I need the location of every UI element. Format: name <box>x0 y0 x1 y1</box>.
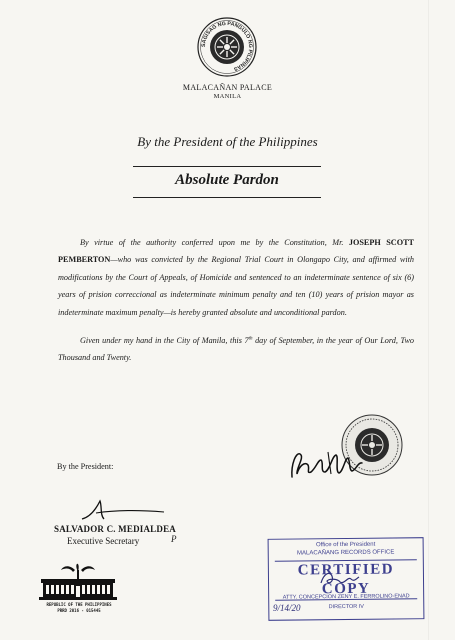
stamp-position: DIRECTOR IV <box>328 603 364 611</box>
logo-caption <box>34 602 124 614</box>
byline: By the President of the Philippines <box>137 134 318 149</box>
palace-city: MANILA <box>213 93 242 100</box>
stamp-office: Office of the President <box>315 541 376 549</box>
stamp-officer: ATTY. CONCEPCION ZENY E. FERROLINO-ENAD <box>282 593 410 601</box>
handwritten-date <box>272 600 316 614</box>
given-text-a: Given under my hand in the City of Manila, this 7 <box>80 336 249 346</box>
executive-secretary-title: Executive Secretary <box>67 536 140 546</box>
logo-caption-code: PRRD 2016 - 015445 <box>57 608 101 613</box>
document-title: Absolute Pardon <box>175 172 279 188</box>
title-frame <box>133 166 321 198</box>
handwritten-date-text: 9/14/20 <box>273 603 301 613</box>
malacanang-palace-logo-icon <box>37 558 119 602</box>
paragraph-grant <box>58 234 414 321</box>
stamp-title: CERTIFIED COPY <box>275 559 417 600</box>
initial-mark: P <box>171 534 177 544</box>
letterhead <box>0 83 455 100</box>
stamp-records-office: MALACAÑANG RECORDS OFFICE <box>297 549 395 557</box>
executive-secretary-name: SALVADOR C. MEDIALDEA <box>54 524 176 534</box>
grantee-name: JOSEPH SCOTT PEMBERTON <box>58 238 415 265</box>
logo-caption-republic: REPUBLIC OF THE PHILIPPINES <box>46 602 112 607</box>
title-rule-bottom <box>133 197 321 198</box>
seal-caption: SAGISAG NG PANGULO NG PILIPINAS <box>200 20 254 72</box>
executive-secretary-signature <box>78 497 168 523</box>
palace-name: MALACAÑAN PALACE <box>182 83 273 92</box>
president-signature <box>288 446 366 482</box>
by-the-president-label: By the President: <box>57 462 114 471</box>
ordinal-suffix: th <box>248 336 253 342</box>
paragraph-given <box>58 332 414 367</box>
pardon-body <box>58 234 414 367</box>
presidential-seal-icon <box>196 16 258 78</box>
given-text-b: day of September, in the year of Our Lord, Two Thousand and Twenty. <box>58 336 414 363</box>
grant-text: —who was convicted by the Regional Trial Court in Olongapo City, and affirmed with modifications by the Court of Appeals, of Homicide and sentenced to an indeterminate sentence of six (6) years of prision correccional as indeterminate minimum penalty and ten (10) years of prision mayor as indeterminate maximum penalty—is hereby granted absolute and unconditional pardon. <box>58 255 414 317</box>
grant-intro: By virtue of the authority conferred upon me by the Constitution, Mr. <box>80 238 344 247</box>
title-rule-top <box>133 166 321 167</box>
certifier-signature <box>318 567 362 589</box>
